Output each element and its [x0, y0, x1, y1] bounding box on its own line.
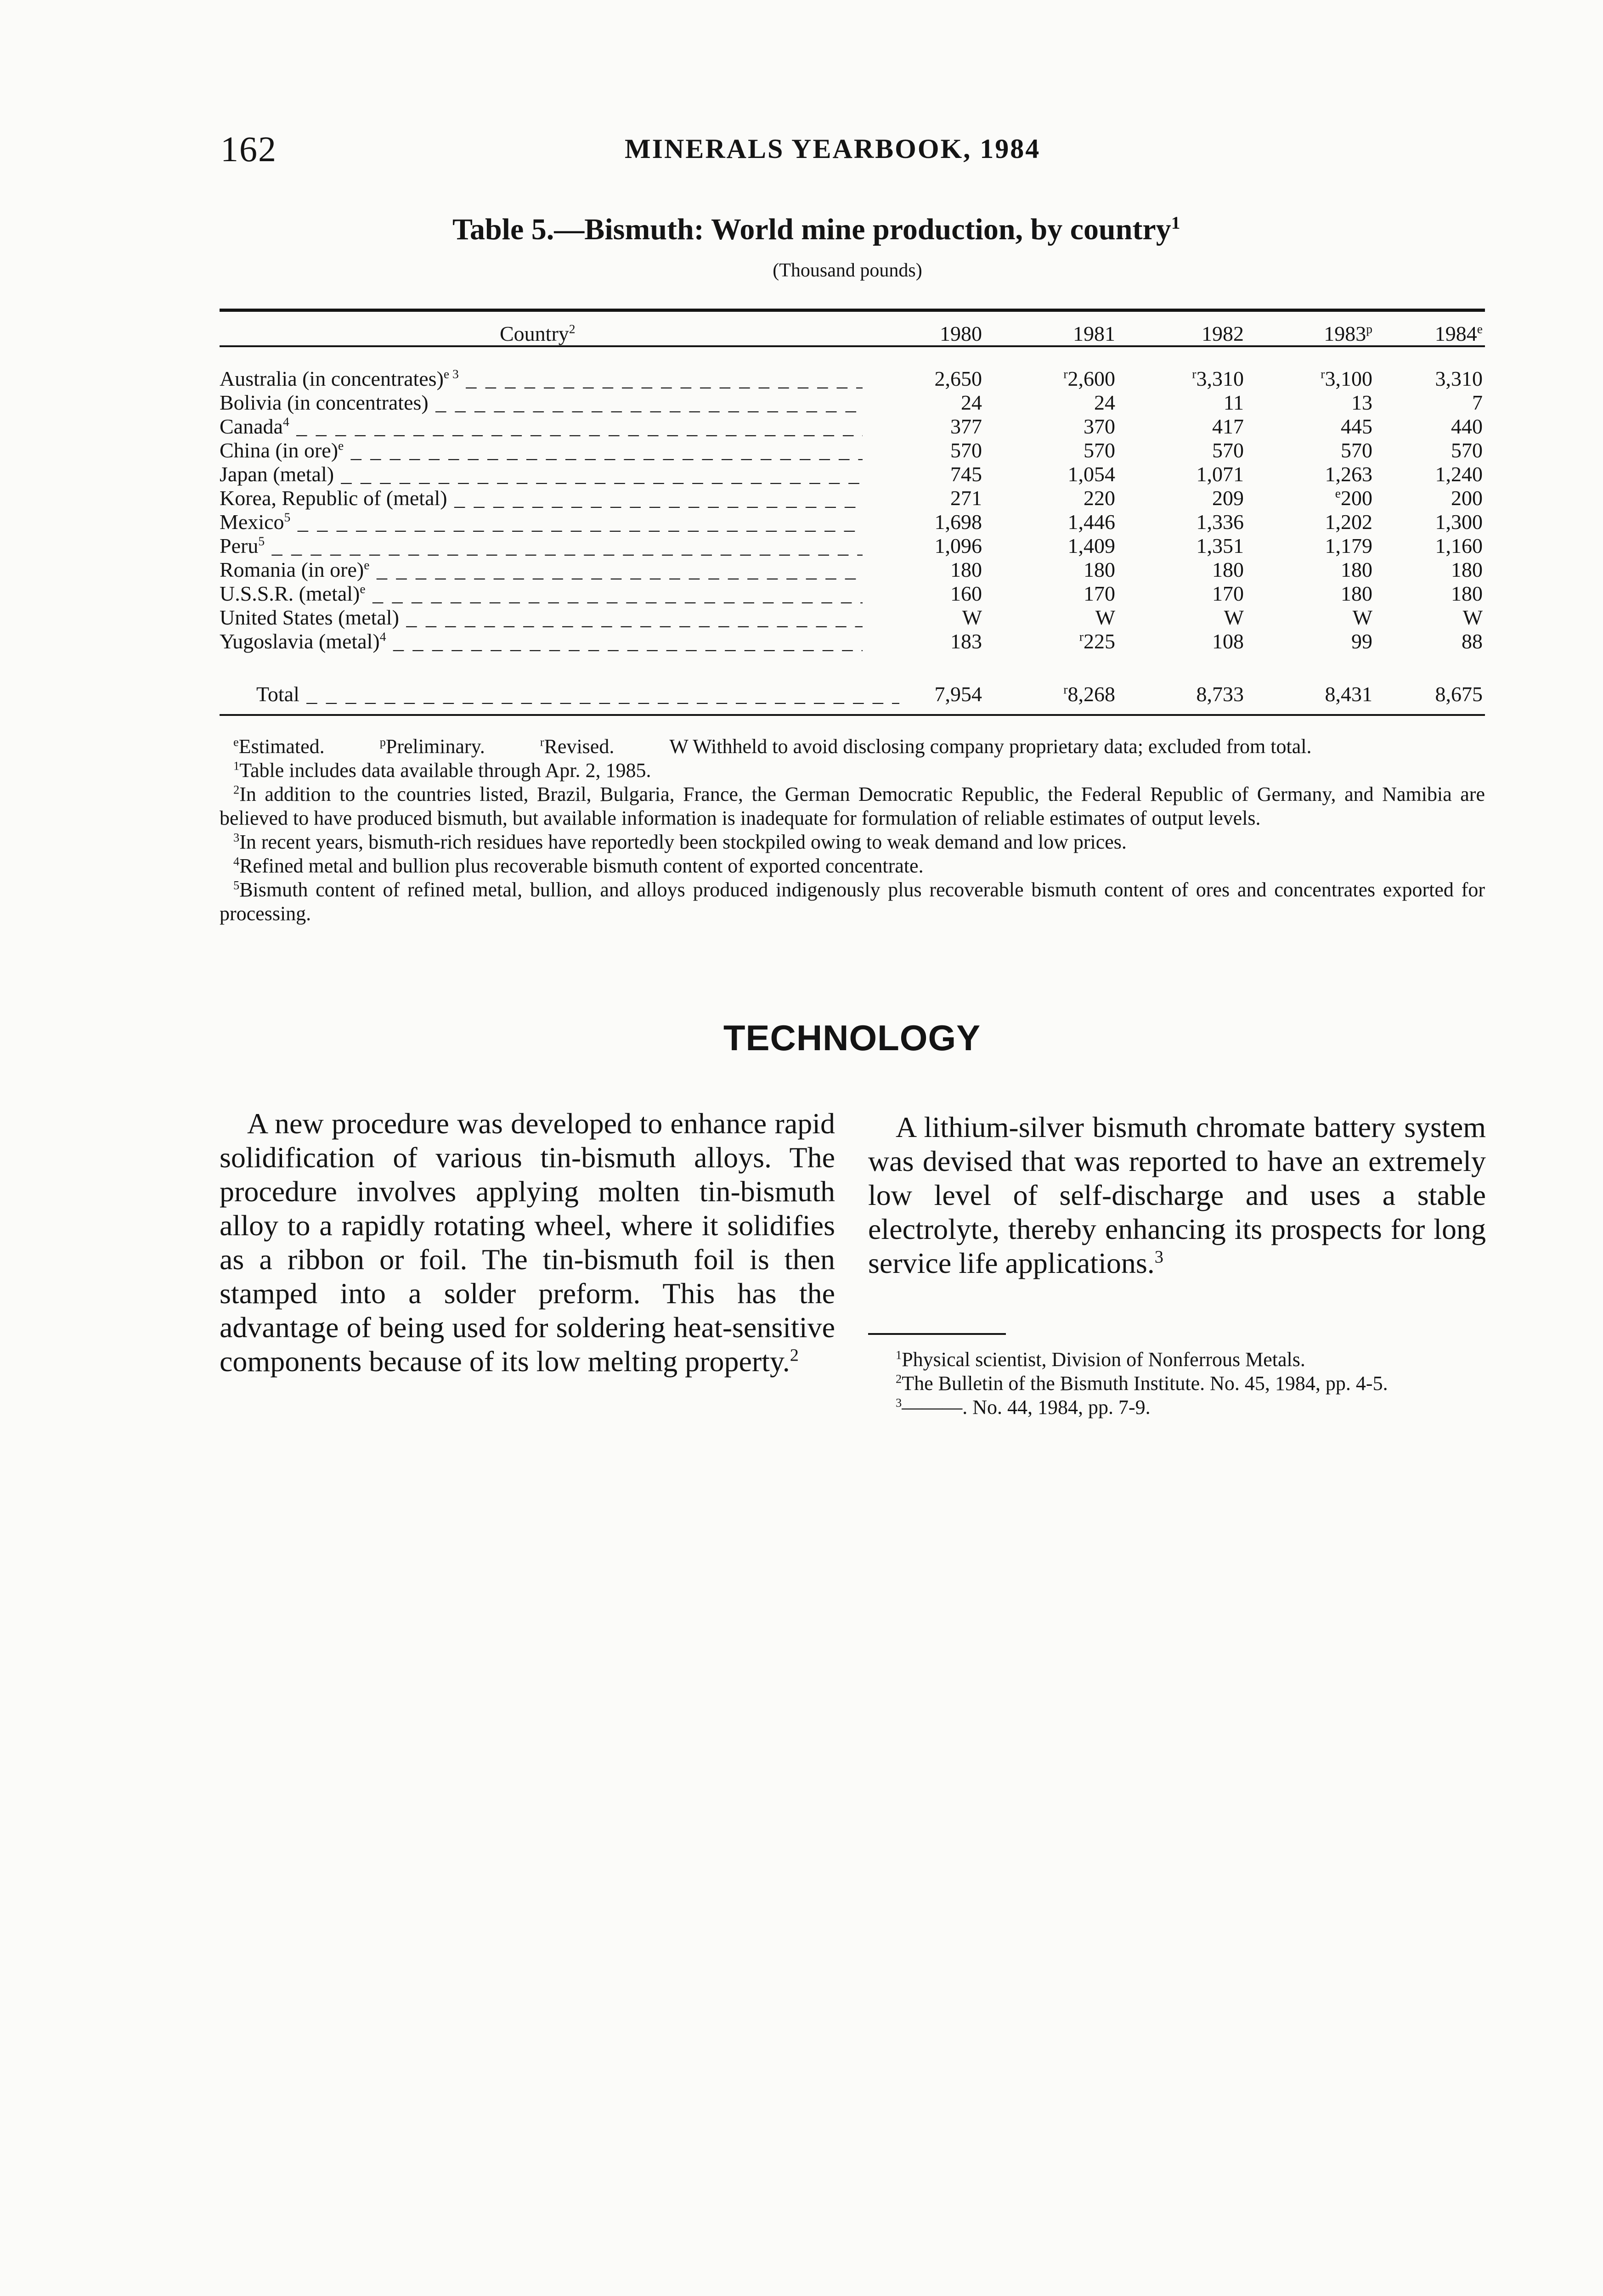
table-cell: 8,733	[1196, 682, 1244, 706]
table-cell: 183	[950, 630, 982, 653]
table-cell: 108	[1212, 630, 1244, 653]
page-footnote-3: $^3$———. No. 44, 1984, pp. 7-9.	[896, 1396, 1151, 1418]
table-title	[452, 212, 1180, 247]
legend-revised: $^r$Revised.	[540, 735, 615, 758]
table-cell: 7	[1472, 391, 1483, 414]
table-cell: $^r$2,600	[1063, 366, 1115, 390]
table-cell: 24	[1094, 391, 1115, 414]
table-cell: W	[1462, 606, 1483, 629]
footnote-4: $^4$Refined metal and bullion plus recoverable bismuth content of exported concentrate.	[233, 854, 924, 877]
table-cell: 180	[950, 558, 982, 581]
table-cell: 8,675	[1435, 682, 1483, 706]
running-head: MINERALS YEARBOOK, 1984	[625, 134, 1041, 164]
table-cell: 745	[950, 462, 982, 486]
header-country: Country$^2$	[500, 321, 576, 345]
table-cell: 11	[1223, 391, 1244, 414]
table-cell: 1,698	[934, 510, 982, 534]
table-cell: 1,160	[1435, 534, 1483, 557]
table-cell: 180	[1212, 558, 1244, 581]
legend-withheld: W Withheld to avoid disclosing company proprietary data; excluded from total.	[669, 735, 1312, 758]
table-cell: 88	[1462, 630, 1483, 653]
table-cell: $^e$200	[1335, 486, 1372, 510]
table-cell: W	[1095, 606, 1115, 629]
header-year: 1980	[940, 322, 982, 345]
table-cell: 570	[1212, 439, 1244, 462]
table-cell: 1,096	[934, 534, 982, 557]
table-row	[220, 534, 1485, 557]
footnote-5: $^5$Bismuth content of refined metal, bullion, and alloys produced indigenously plus recoverable bismuth content of ores and concentrates exported for processing.	[220, 878, 1485, 925]
table-cell: 180	[1084, 558, 1115, 581]
table-cell: 180	[1451, 582, 1483, 605]
table-cell: 1,409	[1067, 534, 1115, 557]
footnote-2: $^2$In addition to the countries listed, Brazil, Bulgaria, France, the German Democratic Republic, the Federal Republic of Germany, and Namibia are believed to have produced bismuth, but available information is inadequate for formulation of reliable estimates of output levels.	[220, 782, 1485, 829]
table-row	[220, 438, 1485, 462]
table-cell: $^r$225	[1079, 629, 1115, 653]
table-cell: 1,336	[1196, 510, 1244, 534]
row-country: China (in ore)$^e$ _ _ _	[220, 438, 863, 462]
table-cell: 3,310	[1435, 367, 1483, 390]
table-bottom-rule	[220, 714, 1485, 716]
table-title-note-mark: 1	[1171, 213, 1180, 233]
row-country: Bolivia (in concentrates) _ _ _	[220, 390, 863, 415]
table-row	[220, 629, 1485, 653]
table-unit: (Thousand pounds)	[773, 260, 922, 281]
table-cell: $^r$8,268	[1063, 682, 1115, 706]
row-country: Peru$^5$ _ _ _	[220, 534, 863, 558]
table-row	[220, 605, 1485, 629]
right-column	[868, 1110, 1486, 1280]
table-cell: 8,431	[1325, 682, 1372, 706]
table-cell: W	[1224, 606, 1244, 629]
legend-preliminary: $^p$Preliminary.	[379, 735, 485, 758]
table-cell: 370	[1084, 415, 1115, 438]
table-cell: 1,263	[1325, 462, 1372, 486]
table-cell: 180	[1451, 558, 1483, 581]
table-cell: 13	[1351, 391, 1372, 414]
table-cell: 570	[1451, 439, 1483, 462]
header-year: 1981	[1073, 322, 1115, 345]
table-cell: 2,650	[934, 367, 982, 390]
table-cell: 1,240	[1435, 462, 1483, 486]
table-cell: 200	[1451, 486, 1483, 510]
table-cell: 1,300	[1435, 510, 1483, 534]
footnote-3: $^3$In recent years, bismuth-rich residues have reportedly been stockpiled owing to weak demand and low prices.	[233, 830, 1127, 853]
table-row	[220, 557, 1485, 581]
page-footnotes	[868, 1348, 1486, 1419]
table-row	[220, 414, 1485, 438]
header-year: 1983$^p$	[1324, 321, 1372, 345]
header-year: 1984e	[1434, 321, 1483, 345]
row-country: Romania (in ore)$^e$ _ _ _	[220, 557, 863, 582]
row-country: Australia (in concentrates)$^{e 3}$ _ _ _	[220, 366, 863, 391]
table-cell: 7,954	[934, 682, 982, 706]
table-cell: 1,071	[1196, 462, 1244, 486]
row-country: Mexico$^5$ _ _ _	[220, 510, 863, 534]
table-cell: 1,054	[1067, 462, 1115, 486]
table-cell: 570	[1341, 439, 1372, 462]
section-heading: TECHNOLOGY	[723, 1018, 981, 1058]
row-country: Japan (metal) _ _ _	[220, 462, 863, 486]
table-cell: 1,179	[1325, 534, 1372, 557]
row-country: Yugoslavia (metal)$^4$ _ _ _	[220, 629, 863, 653]
table-cell: W	[962, 606, 982, 629]
legend-estimated: $^e$Estimated.	[233, 735, 325, 758]
row-country: United States (metal) _ _ _	[220, 605, 863, 630]
row-country: Canada$^4$ _ _ _	[220, 414, 863, 439]
table-cell: 209	[1212, 486, 1244, 510]
table-row	[220, 366, 1485, 390]
page-number: 162	[220, 129, 277, 169]
table-cell: 570	[1084, 439, 1115, 462]
footnote-1: $^1$Table includes data available through Apr. 2, 1985.	[233, 759, 651, 782]
table-row	[220, 462, 1485, 486]
table-cell: 417	[1212, 415, 1244, 438]
page-footnote-1: $^1$Physical scientist, Division of Nonferrous Metals.	[896, 1348, 1305, 1371]
right-paragraph: A lithium-silver bismuth chromate battery system was devised that was reported to have an extremely low level of self-discharge and uses a stable electrolyte, thereby enhancing its prospects for long service life applications.$^3$	[868, 1111, 1486, 1279]
footnote-ref: 2	[790, 1345, 799, 1365]
table-cell: 1,202	[1325, 510, 1372, 534]
table-row	[220, 510, 1485, 534]
table-row	[220, 581, 1485, 605]
left-paragraph: A new procedure was developed to enhance rapid solidification of various tin-bismuth alloys. The procedure involves applying molten tin-bismuth alloy to a rapidly rotating wheel, where it solidifies as a ribbon or foil. The tin-bismuth foil is then stamped into a solder preform. This has the advantage of being used for soldering heat-sensitive components because of its low melting property.$^2$	[220, 1107, 835, 1378]
table-cell: 180	[1341, 582, 1372, 605]
footnote-divider	[868, 1333, 1006, 1335]
table-row	[220, 486, 1485, 510]
table-top-rule	[220, 309, 1485, 312]
table-cell: 99	[1351, 630, 1372, 653]
table-footnotes	[220, 735, 1485, 926]
header-year: 1982	[1202, 322, 1244, 345]
table-total-row	[220, 682, 1485, 706]
table-cell: 1,351	[1196, 534, 1244, 557]
table-cell: 180	[1341, 558, 1372, 581]
table-cell: 170	[1084, 582, 1115, 605]
table-cell: 1,446	[1067, 510, 1115, 534]
row-country: U.S.S.R. (metal)$^e$ _ _ _	[220, 581, 863, 606]
table-cell: W	[1352, 606, 1372, 629]
table-cell: $^r$3,100	[1321, 366, 1372, 390]
total-label: Total _ _ _	[256, 682, 899, 706]
table-cell: 445	[1341, 415, 1372, 438]
table-cell: 160	[950, 582, 982, 605]
footnote-legend	[220, 735, 1485, 759]
table-cell: 271	[950, 486, 982, 510]
row-country: Korea, Republic of (metal) _ _ _	[220, 486, 863, 510]
table-cell: 170	[1212, 582, 1244, 605]
table-cell: 440	[1451, 415, 1483, 438]
table-title-text: Table 5.—Bismuth: World mine production, by country	[452, 213, 1171, 246]
table-cell: 570	[950, 439, 982, 462]
table-cell: 24	[961, 391, 982, 414]
left-column	[220, 1107, 835, 1379]
table-cell: $^r$3,310	[1192, 366, 1244, 390]
table-cell: 220	[1084, 486, 1115, 510]
table-cell: 377	[950, 415, 982, 438]
page-footnote-2: $^2$The Bulletin of the Bismuth Institute. No. 45, 1984, pp. 4-5.	[896, 1372, 1388, 1395]
footnote-ref: 3	[1154, 1247, 1163, 1267]
table-row	[220, 390, 1485, 414]
